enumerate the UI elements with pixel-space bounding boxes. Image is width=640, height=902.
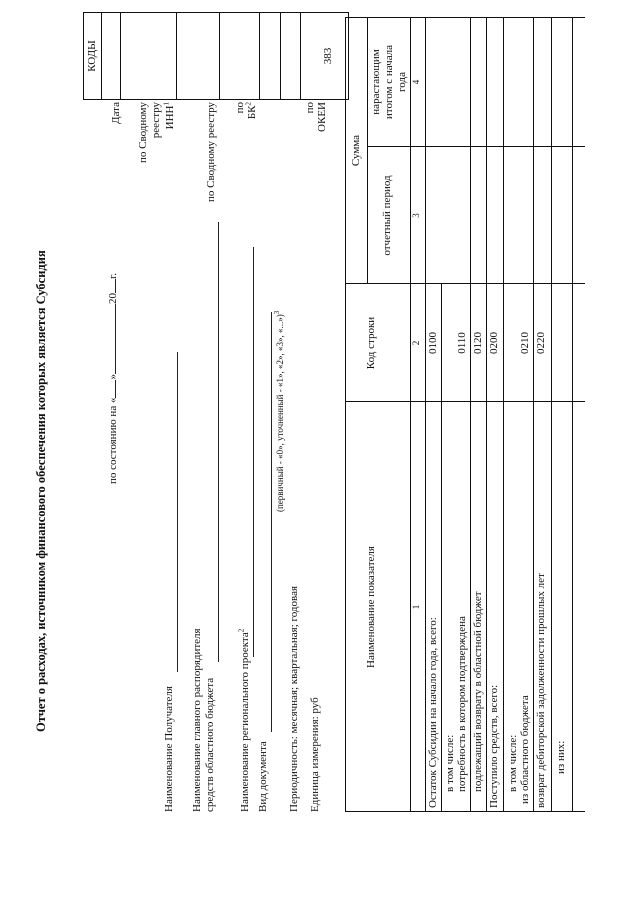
table-row-name: из них:: [555, 740, 567, 774]
table-row-name: возврат дебиторской задолженности прошлых лет: [535, 573, 547, 808]
sum-header-line: [367, 17, 368, 284]
table-row-line: [551, 17, 552, 812]
body-top-line: [425, 17, 426, 812]
doc-type-label: Вид документа: [257, 741, 269, 812]
regional-project-label: Наименование регионального проекта$^2$: [237, 628, 251, 812]
code-label-date: Дата: [110, 102, 122, 124]
form-title: Отчет о расходах, источником финансового обеспечения которых является Субсидия: [34, 250, 48, 732]
regional-project-underline: [253, 247, 254, 657]
doc-type-note: (первичный - «0», уточненный - «1», «2», «3», «...»)$^3$: [273, 310, 285, 512]
table-row-name: потребность в котором подтверждена: [456, 616, 468, 792]
main-manager-underline: [218, 222, 219, 662]
codes-box: [83, 12, 349, 100]
code-label-okei-2: ОКЕИ: [316, 102, 328, 132]
col-num-3: 3: [411, 213, 421, 218]
col-num-2: 2: [411, 340, 421, 346]
table-row-line: [470, 17, 471, 812]
code-label-inn: ИНН$^1$: [162, 102, 176, 130]
col-nums-line: [410, 17, 411, 812]
table-row-name: Поступило средств, всего:: [488, 684, 500, 808]
doc-type-underline: [271, 312, 272, 732]
table-row-line: [533, 17, 534, 812]
codes-row-line: [259, 12, 260, 100]
code-label-svod-2: реестру: [150, 102, 162, 139]
col-num-1: 1: [411, 604, 421, 610]
codes-header-line: [101, 12, 102, 100]
header-cum-2: итогом с начала: [383, 44, 395, 120]
table-row-name: в том числе:: [507, 734, 519, 792]
main-manager-label-2: средств областного бюджета: [204, 677, 216, 812]
codes-header: КОДЫ: [86, 40, 98, 72]
code-label-okei: по: [304, 102, 316, 114]
header-cum-3: года: [396, 72, 408, 92]
code-label-bk: по: [234, 102, 246, 114]
header-cum: нарастающим: [370, 49, 382, 115]
codes-row-line: [280, 12, 281, 100]
table-row-line: [486, 17, 487, 812]
header-name: Наименование показателя: [365, 546, 377, 668]
table-row-code: 0210: [519, 332, 531, 354]
okei-value: 383: [322, 47, 334, 65]
main-manager-label: Наименование главного распорядителя: [191, 628, 203, 812]
table-row-name: Остаток Субсидии на начало года, всего:: [427, 617, 439, 808]
table-row-code: 0200: [488, 332, 500, 354]
table-row-code: 0120: [472, 332, 484, 354]
recipient-label: Наименование Получателя: [163, 686, 175, 812]
codes-row-line: [120, 12, 121, 100]
header-period: отчетный период: [381, 175, 393, 256]
unit-label: Единица измерения: руб: [309, 697, 321, 812]
code-label-bk-2: $БК^2$: [244, 102, 258, 120]
code-label-svod: по Сводному: [137, 102, 149, 164]
table-row-name: подлежащий возврату в областной бюджет: [472, 591, 484, 792]
codes-row-line: [176, 12, 177, 100]
table-row-line: [503, 17, 504, 812]
col-num-4: 4: [411, 79, 421, 85]
recipient-underline: [177, 352, 178, 672]
header-sum: Сумма: [350, 134, 362, 167]
table-row-code: 0100: [427, 332, 439, 354]
periodicity-label: Периодичность: месячная; квартальная; годовая: [288, 585, 300, 812]
table-row-name: в том числе:: [444, 734, 456, 792]
as-of-line: по состоянию на «»20г.: [107, 273, 119, 484]
header-code: Код строки: [365, 316, 377, 370]
code-label-svod2: по Сводному реестру: [205, 102, 217, 202]
table-row-line: [441, 284, 442, 812]
table-row-code: 0110: [456, 332, 468, 354]
codes-row-line: [300, 12, 301, 100]
table-row-name: из областного бюджета: [519, 695, 531, 804]
table-row-line: [572, 17, 573, 812]
codes-row-line: [219, 12, 220, 100]
table-row-code: 0220: [535, 332, 547, 354]
